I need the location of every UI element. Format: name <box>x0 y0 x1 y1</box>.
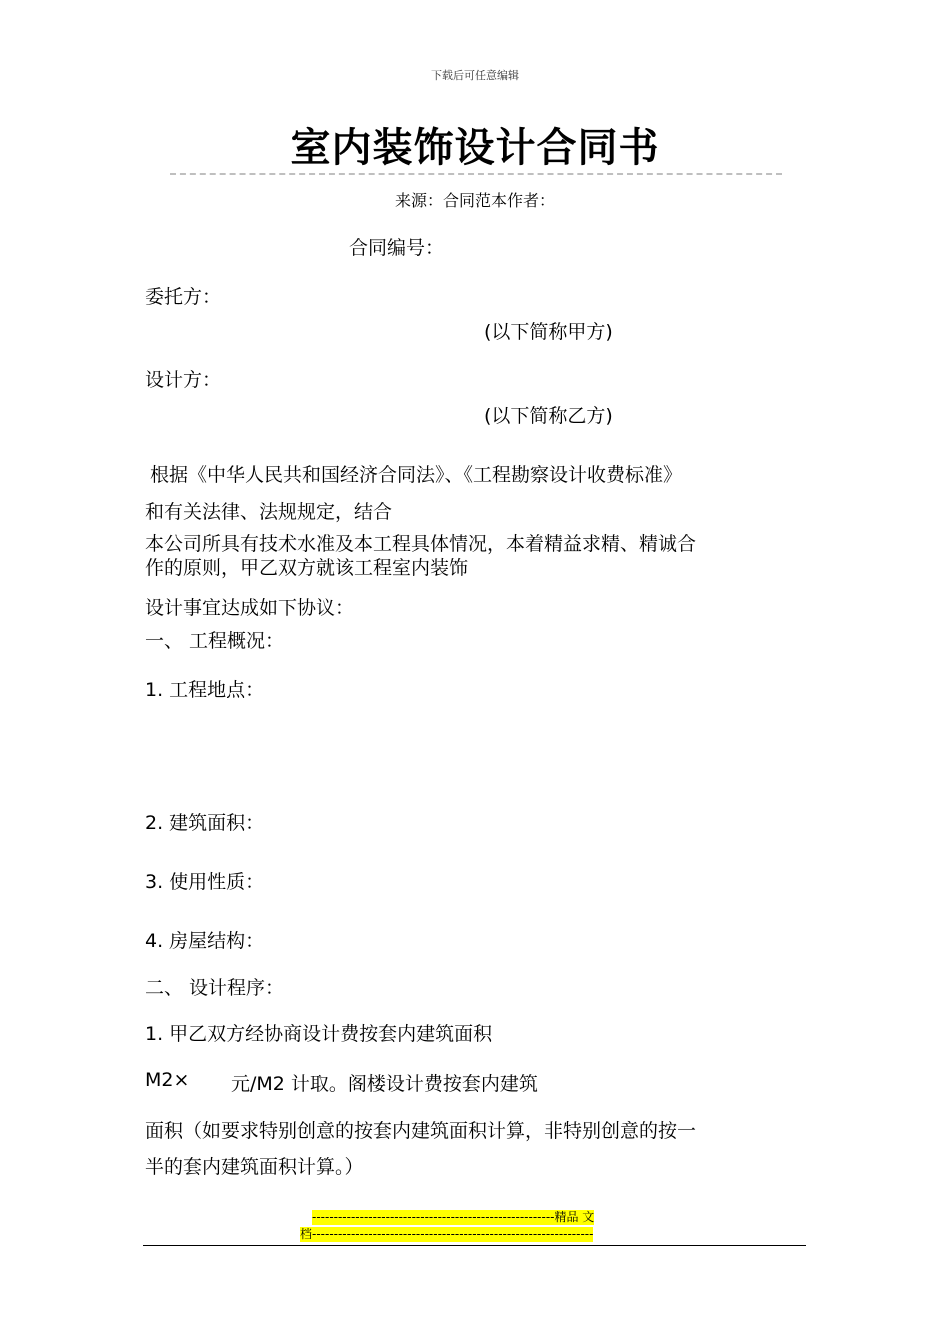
designer-alias: (以下简称乙方) <box>484 405 613 427</box>
section-2-heading: 二、 设计程序： <box>145 977 285 999</box>
client-alias: (以下简称甲方) <box>484 321 613 343</box>
section-1-item-usage: 3. 使用性质： <box>145 871 265 893</box>
fee-paragraph-line-2: 半的套内建筑面积计算。） <box>145 1156 364 1178</box>
intro-line-5: 设计事宜达成如下协议： <box>145 597 355 619</box>
section-2-item-1: 1. 甲乙双方经协商设计费按套内建筑面积 <box>145 1023 493 1045</box>
footer-line-2: 档----------------------------------------------------------------- <box>300 1227 594 1241</box>
section-1-item-structure: 4. 房屋结构： <box>145 930 265 952</box>
client-label: 委托方： <box>145 286 222 308</box>
footer-line-1: --------------------------------------------------------精品 文 <box>312 1210 595 1224</box>
header-note: 下载后可任意编辑 <box>431 69 519 82</box>
document-title: 室内装饰设计合同书 <box>290 124 660 171</box>
fee-rate-text: 元/M2 计取。阁楼设计费按套内建筑 <box>231 1073 538 1095</box>
fee-paragraph-line-1: 面积（如要求特别创意的按套内建筑面积计算，非特别创意的按一 <box>145 1120 697 1142</box>
section-1-item-area: 2. 建筑面积： <box>145 812 265 834</box>
contract-number-label: 合同编号： <box>349 237 445 259</box>
section-1-item-location: 1. 工程地点： <box>145 679 265 701</box>
intro-line-4: 作的原则，甲乙双方就该工程室内装饰 <box>145 557 469 579</box>
title-divider <box>170 173 782 175</box>
footer-rule <box>143 1245 806 1246</box>
intro-line-3: 本公司所具有技术水准及本工程具体情况，本着精益求精、精诚合 <box>145 533 697 555</box>
intro-line-1: 根据《中华人民共和国经济合同法》、《工程勘察设计收费标准》 <box>150 464 683 486</box>
fee-prefix: M2× <box>145 1069 190 1091</box>
intro-line-2: 和有关法律、法规规定，结合 <box>145 501 393 523</box>
source-line: 来源：合同范本作者： <box>394 191 555 210</box>
designer-label: 设计方： <box>145 369 222 391</box>
section-1-heading: 一、 工程概况： <box>145 630 285 652</box>
